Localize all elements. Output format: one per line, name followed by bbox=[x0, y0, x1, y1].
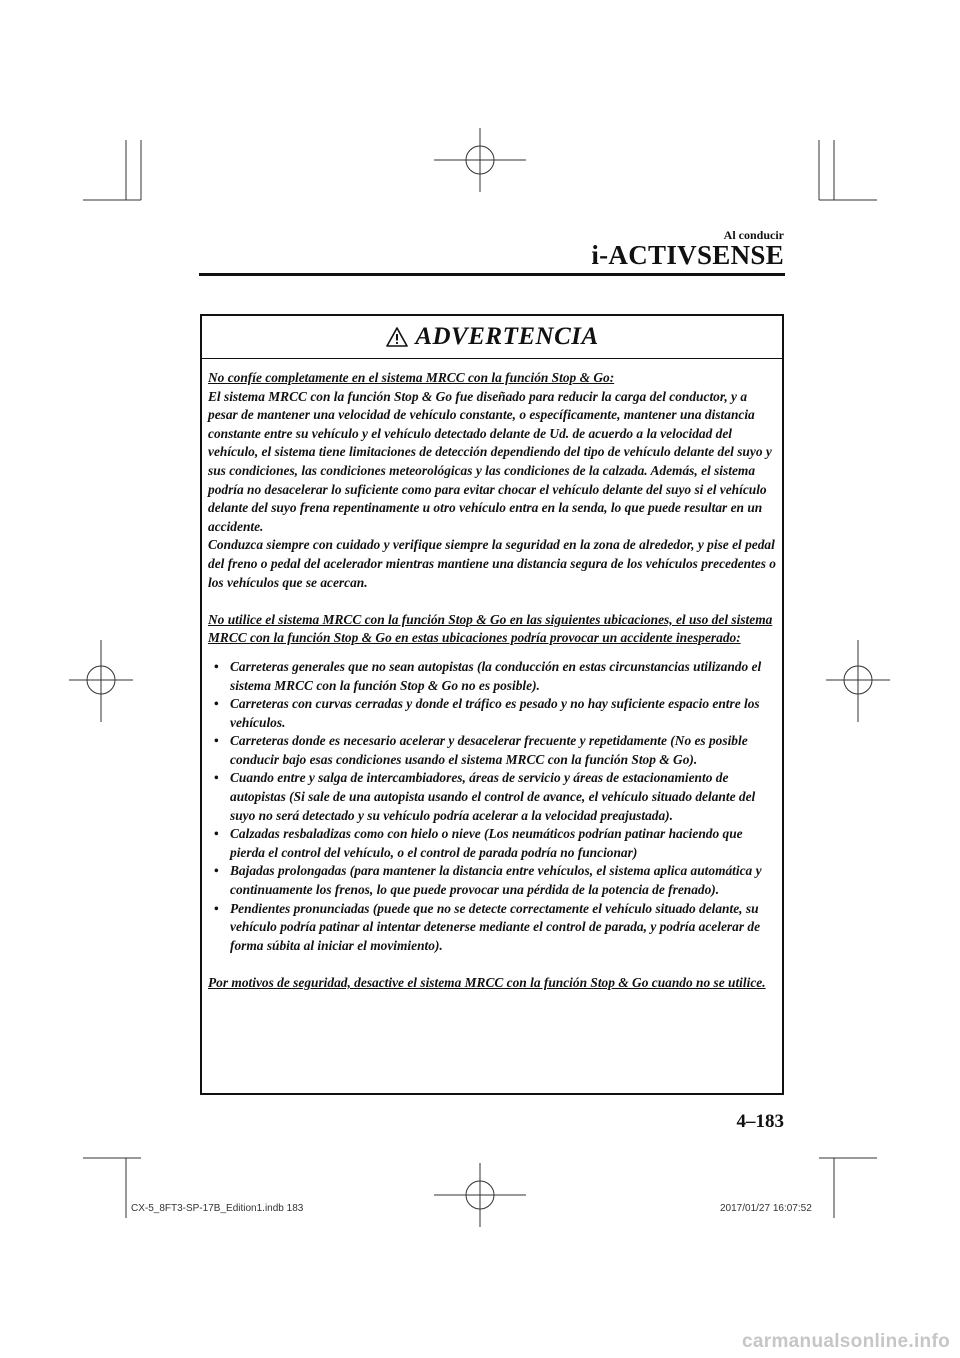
list-item: • Carreteras generales que no sean autopistas (la conducción en estas circunstancias utilizando el sistema MRCC con la función Stop & Go no es posible). bbox=[228, 658, 780, 695]
chapter-title: i-ACTIVSENSE bbox=[591, 240, 784, 270]
warning-paragraph-1: El sistema MRCC con la función Stop & Go fue diseñado para reducir la carga del conductor, y a pesar de mantener una velocidad de vehículo constante, o específicamente, mantener una distancia constante entre su vehículo y el vehículo detectado delante de Ud. de acuerdo a la velocidad del vehículo, el sistema tiene limitaciones de detección dependiendo del tipo de vehículo delante del suyo y sus condiciones, las condiciones meteorológicas y las condiciones de la calzada. Además, el sistema podría no desacelerar lo suficiente como para evitar chocar el vehículo delante del suyo si el vehículo delante del suyo frena repentinamente u otro vehículo entra en la senda, lo que puede resultar en un accidente. bbox=[208, 388, 772, 534]
warning-header bbox=[202, 316, 782, 359]
warning-heading-2: No utilice el sistema MRCC con la función Stop & Go en las siguientes ubicaciones, el uso del sistema MRCC con la función Stop & Go en estas ubicaciones podría provocar un accidente inesperado: bbox=[208, 611, 773, 646]
list-item: • Pendientes pronunciadas (puede que no se detecte correctamente el vehículo situado delante, su vehículo podría patinar al intentar detenerse mediante el control de parada, y podría acelerar de forma súbita al iniciar el movimiento). bbox=[228, 900, 780, 956]
list-item: • Bajadas prolongadas (para mantener la distancia entre vehículos, el sistema aplica automática y continuamente los frenos, lo que puede provocar una pérdida de la potencia de frenado). bbox=[228, 862, 780, 899]
warning-paragraph-2: Conduzca siempre con cuidado y verifique siempre la seguridad en la zona de alrededor, y pise el pedal del freno o pedal del acelerador mientras mantiene una distancia segura de los vehículos precedentes o los vehículos que se acercan. bbox=[208, 537, 776, 590]
warning-triangle-icon bbox=[385, 326, 409, 348]
watermark: carmanualsonline.info bbox=[742, 1331, 950, 1352]
footer-timestamp: 2017/01/27 16:07:52 bbox=[720, 1203, 812, 1214]
warning-title: ADVERTENCIA bbox=[415, 323, 599, 350]
section-label: Al conducir bbox=[723, 228, 784, 242]
list-item: • Calzadas resbaladizas como con hielo o nieve (Los neumáticos podrían patinar haciendo que pierda el control del vehículo, o el control de parada podría no funcionar) bbox=[228, 825, 780, 862]
page-number: 4–183 bbox=[736, 1111, 784, 1132]
list-item: • Cuando entre y salga de intercambiadores, áreas de servicio y áreas de estacionamiento de autopistas (Si sale de una autopista usando el control de avance, el vehículo situado delante del suyo no será detectado y su vehículo podría acelerar a la velocidad preajustada). bbox=[228, 769, 780, 825]
list-item: • Carreteras donde es necesario acelerar y desacelerar frecuente y repetidamente (No es posible conducir bajo esas condiciones usando el sistema MRCC con la función Stop & Go). bbox=[228, 732, 780, 769]
list-item: • Carreteras con curvas cerradas y donde el tráfico es pesado y no hay suficiente espacio entre los vehículos. bbox=[228, 695, 780, 732]
footer-filename: CX-5_8FT3-SP-17B_Edition1.indb 183 bbox=[131, 1203, 304, 1214]
warning-body bbox=[202, 359, 782, 993]
warning-heading-1: No confíe completamente en el sistema MRCC con la función Stop & Go: bbox=[208, 370, 615, 385]
header-rule bbox=[199, 273, 785, 276]
warning-box bbox=[200, 314, 784, 1095]
warning-closing: Por motivos de seguridad, desactive el sistema MRCC con la función Stop & Go cuando no se utilice. bbox=[208, 975, 766, 990]
location-list bbox=[208, 658, 780, 956]
